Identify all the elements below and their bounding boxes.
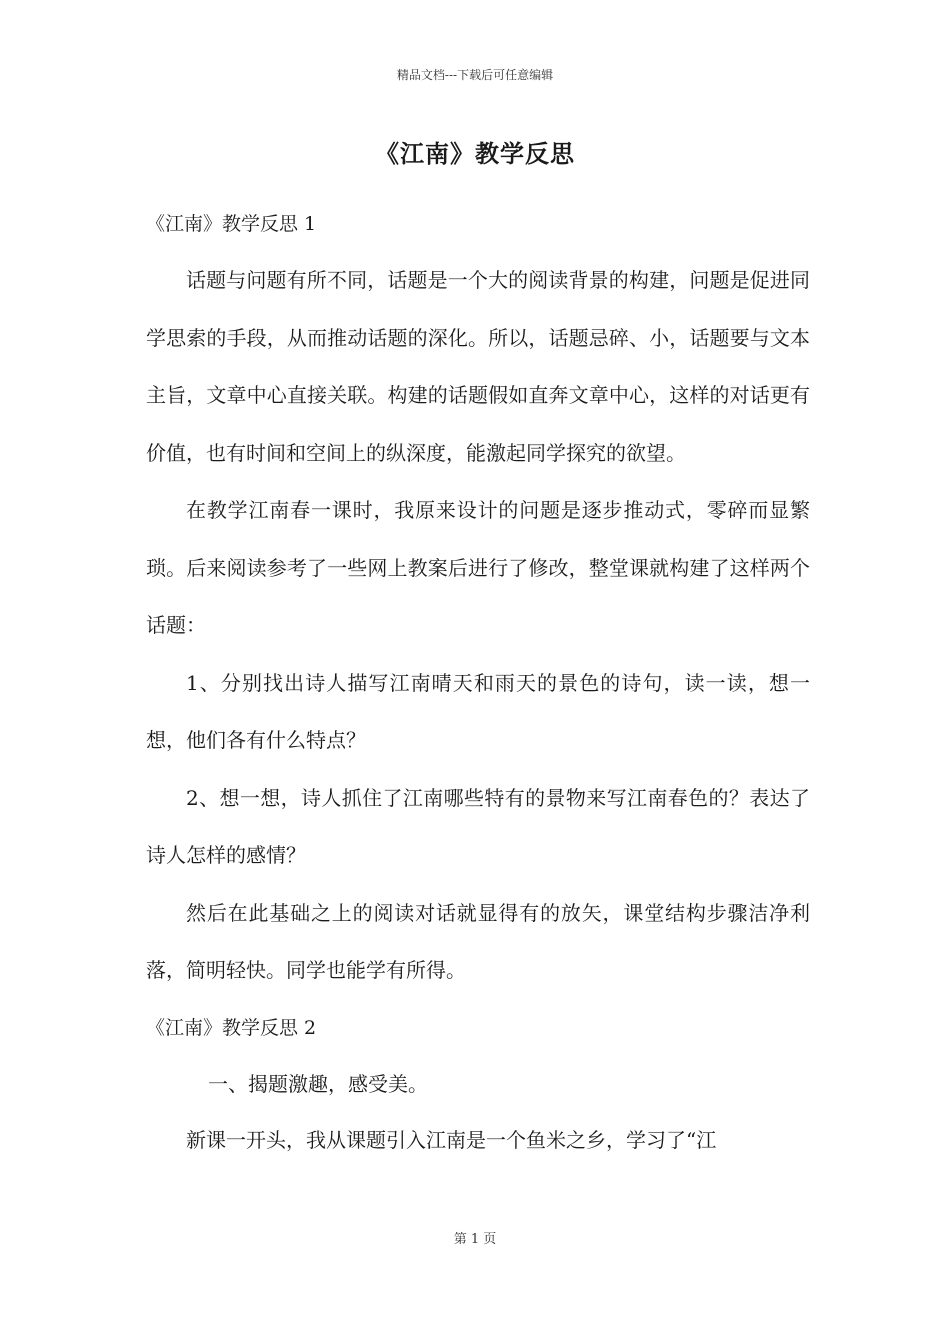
- section-2-subheading: 一、揭题激趣，感受美。: [208, 1071, 428, 1096]
- section-1-paragraph-2: 在教学江南春一课时，我原来设计的问题是逐步推动式，零碎而显繁琐。后来阅读参考了一些网上教案后进行了修改，整堂课就构建了这样两个话题：: [146, 498, 810, 637]
- section-1-paragraph-4: 2、想一想，诗人抓住了江南哪些特有的景物来写江南春色的？表达了诗人怎样的感情？: [146, 785, 810, 867]
- section-1-paragraph-1: 话题与问题有所不同，话题是一个大的阅读背景的构建，问题是促进同学思索的手段，从而推动话题的深化。所以，话题忌碎、小，话题要与文本主旨，文章中心直接关联。构建的话题假如直奔文章中心，这样的对话更有价值，也有时间和空间上的纵深度，能激起同学探究的欲望。: [146, 268, 810, 465]
- document-body: [146, 196, 810, 1169]
- section-1-paragraph-5: 然后在此基础之上的阅读对话就显得有的放矢，课堂结构步骤洁净利落，简明轻快。同学也能学有所得。: [146, 900, 810, 982]
- document-title: 《江南》教学反思: [375, 139, 575, 168]
- section-1-paragraph-3: 1、分别找出诗人描写江南晴天和雨天的景色的诗句，读一读，想一想，他们各有什么特点？: [146, 670, 810, 752]
- section-2-heading: 《江南》教学反思 2: [146, 1016, 317, 1039]
- page-header: 精品文档---下载后可任意编辑: [396, 68, 554, 82]
- page-number: 第 1 页: [453, 1232, 497, 1247]
- section-2-paragraph-1: 新课一开头，我从课题引入江南是一个鱼米之乡，学习了“江: [186, 1127, 717, 1152]
- section-1-heading: 《江南》教学反思 1: [146, 213, 317, 235]
